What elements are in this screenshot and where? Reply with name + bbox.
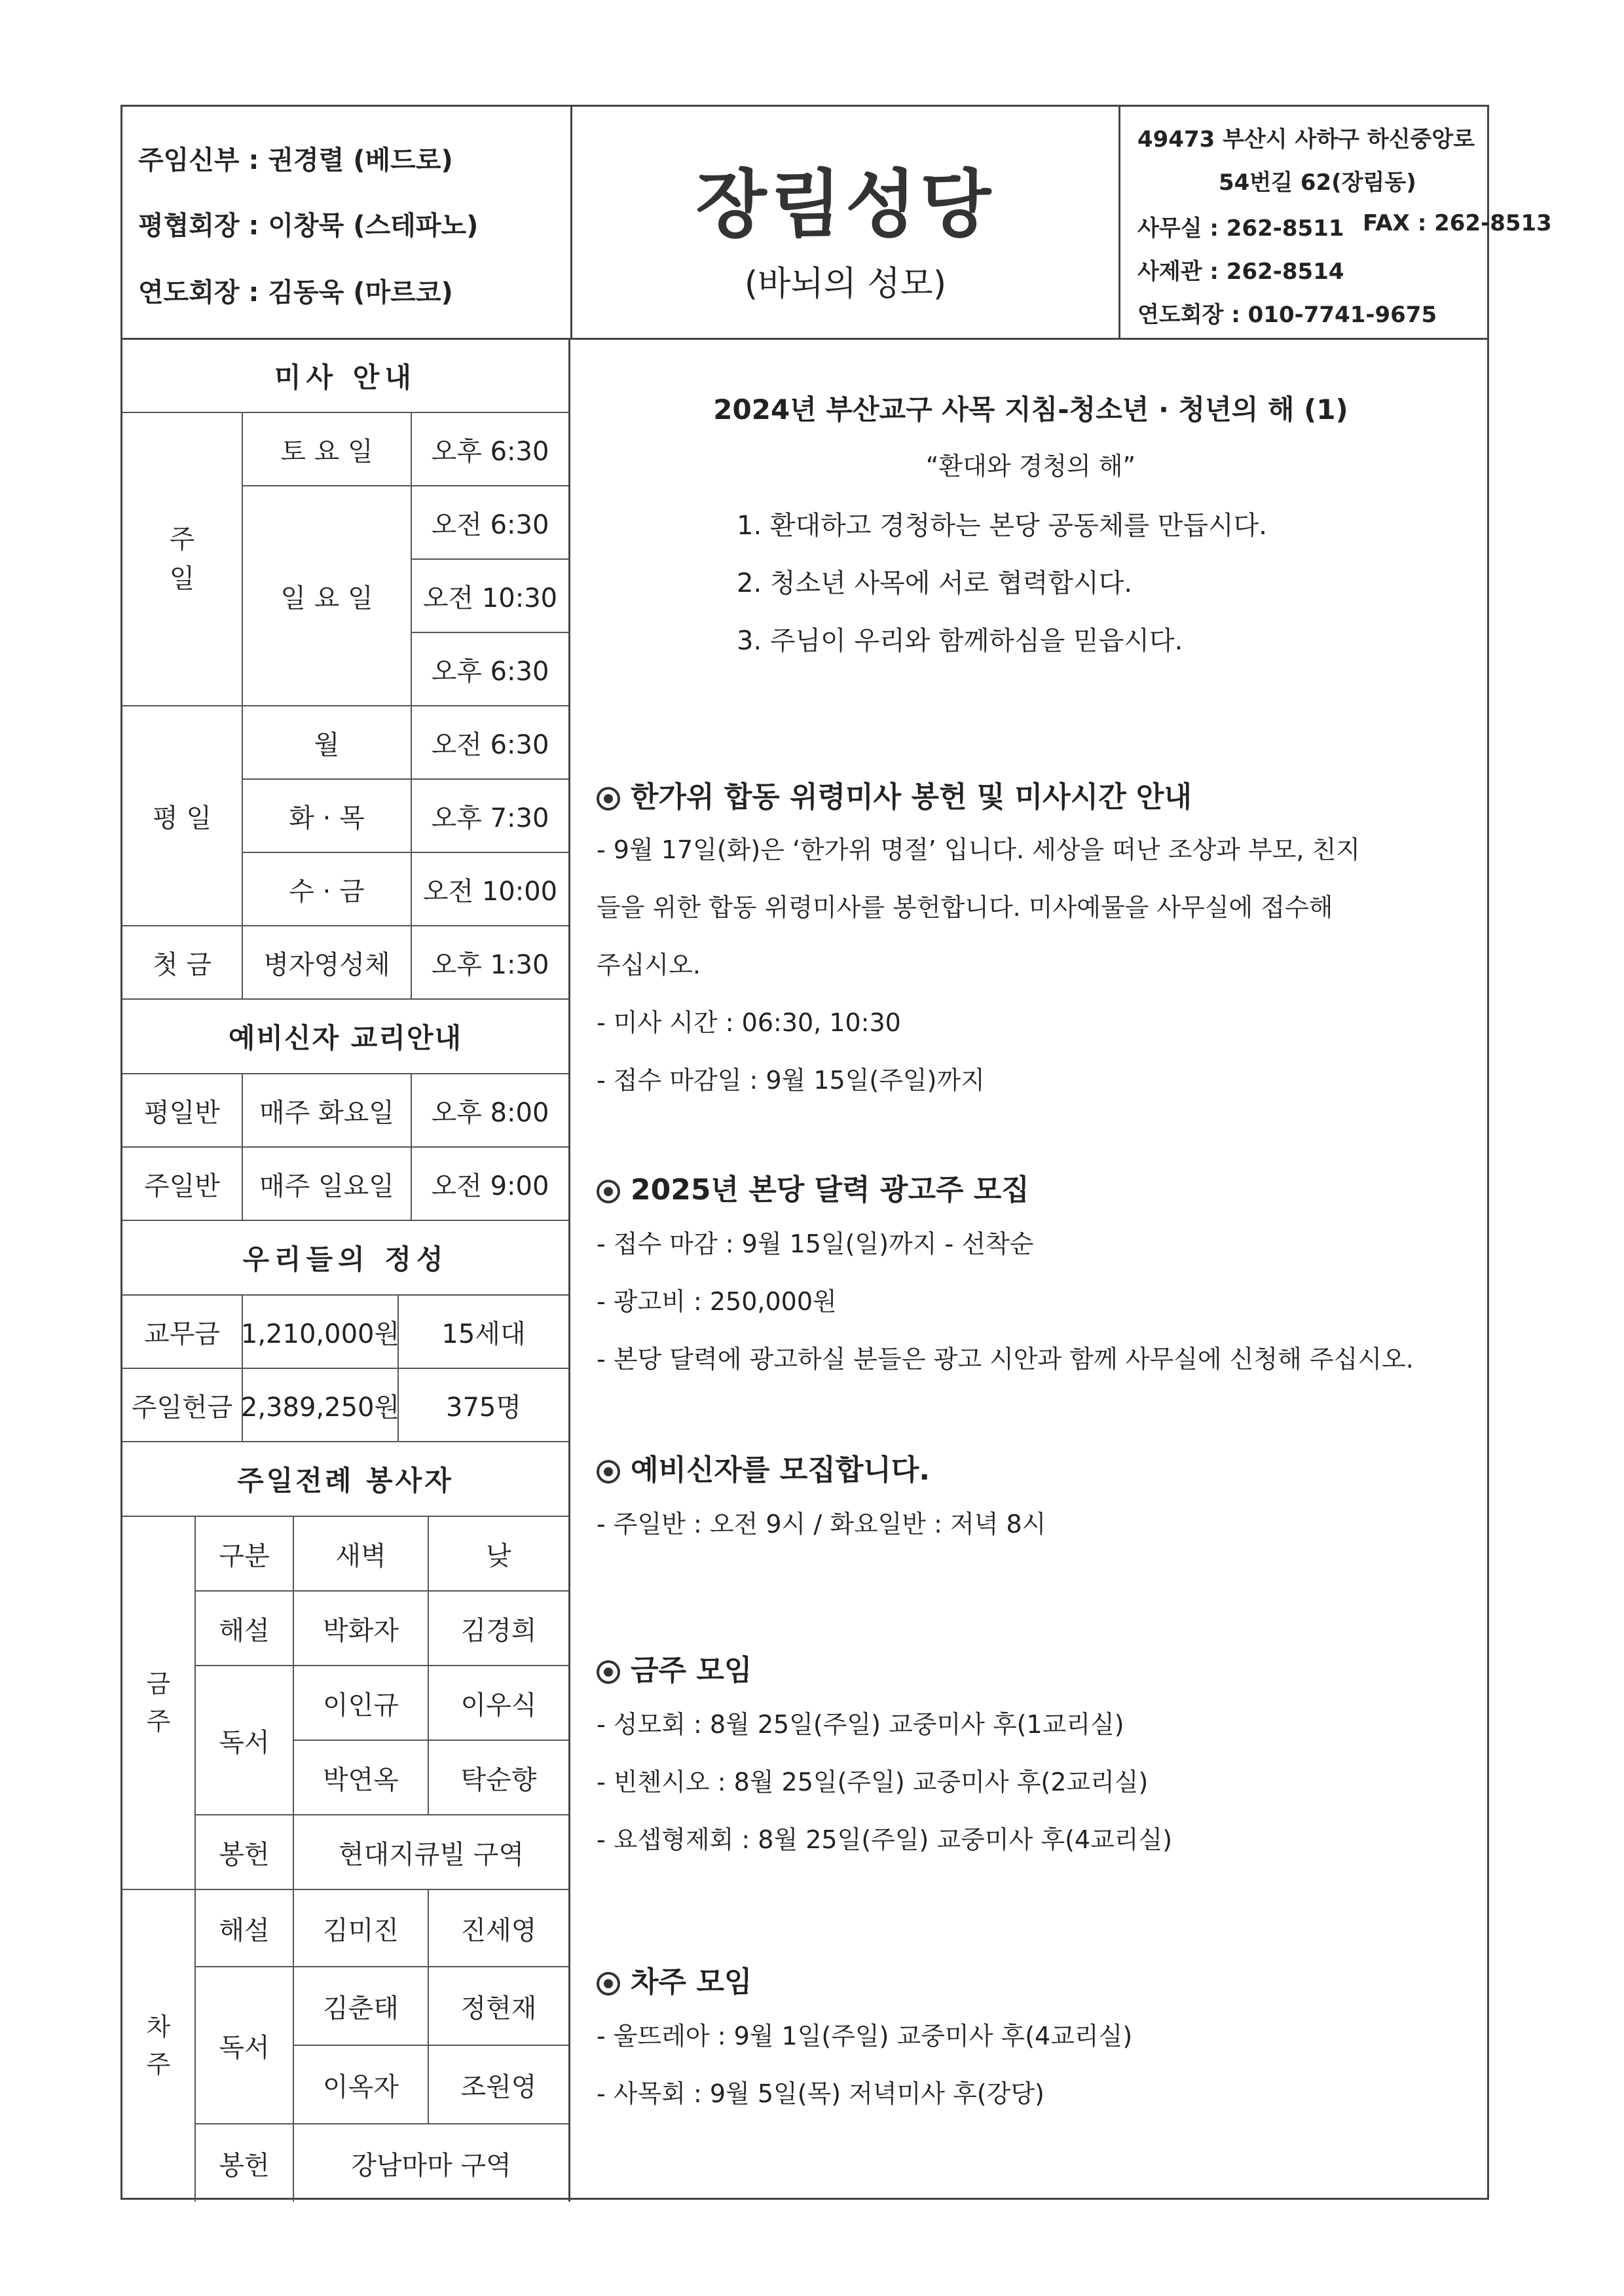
notice-title: 예비신자를 모집합니다. — [631, 1453, 931, 1487]
saturday-label: 토 요 일 — [243, 413, 412, 486]
catechumen-sunday-day: 매주 일요일 — [243, 1148, 412, 1221]
notice-title: 금주 모임 — [631, 1654, 752, 1687]
catechumen-weekday-label: 평일반 — [122, 1074, 243, 1148]
lenten-phone: 연도회장 : 010-7741-9675 — [1137, 302, 1437, 328]
monday-label: 월 — [243, 706, 412, 780]
sick-communion-label: 병자영성체 — [243, 926, 412, 1000]
notice-line: - 접수 마감일 : 9월 15일(주일)까지 — [597, 1066, 985, 1095]
contact-info — [1120, 107, 1552, 338]
weekday-label: 평 일 — [122, 706, 243, 926]
schedule-column — [122, 340, 570, 2202]
offering-label: 봉헌 — [196, 1815, 294, 1890]
offering-label: 교무금 — [122, 1296, 243, 1369]
bullet-icon — [597, 1660, 620, 1684]
bullet-icon — [597, 1180, 620, 1203]
server-name: 이인규 — [294, 1666, 429, 1741]
clergy-info — [122, 107, 570, 338]
catechumen-sunday-time: 오전 9:00 — [412, 1148, 568, 1221]
office-phone: 사무실 : 262-8511 — [1137, 215, 1344, 242]
reading-label: 독서 — [196, 1967, 294, 2124]
address-line2: 54번길 62(장림동) — [1219, 170, 1416, 196]
fax-number: FAX : 262-8513 — [1363, 210, 1552, 236]
notice-line: - 미사 시간 : 06:30, 10:30 — [597, 1008, 901, 1037]
offering-label: 봉헌 — [196, 2124, 294, 2202]
sunday-day-label: 일 요 일 — [243, 486, 412, 706]
council-president: 평협회장 : 이창묵 (스테파노) — [138, 211, 479, 241]
offering-amount: 1,210,000원 — [243, 1296, 399, 1369]
server-name: 김경희 — [429, 1592, 568, 1666]
wed-fri-label: 수 · 금 — [243, 853, 412, 926]
catechumen-sunday-label: 주일반 — [122, 1148, 243, 1221]
notice-title: 한가위 합동 위령미사 봉헌 및 미사시간 안내 — [631, 780, 1192, 814]
server-name: 박연옥 — [294, 1741, 429, 1815]
church-title-box — [570, 107, 1120, 338]
monday-time: 오전 6:30 — [412, 706, 568, 780]
notice-heading — [597, 1166, 1029, 1208]
church-name: 장림성당 — [695, 162, 995, 247]
notice-line: - 사목회 : 9월 5일(목) 저녁미사 후(강당) — [597, 2079, 1044, 2108]
notice-heading — [597, 1647, 752, 1688]
server-name: 박화자 — [294, 1592, 429, 1666]
pastoral-item: 3. 주님이 우리와 함께하심을 믿읍시다. — [737, 626, 1183, 656]
notice-heading — [597, 1446, 930, 1488]
notice-line: - 광고비 : 250,000원 — [597, 1287, 837, 1316]
sunday-time-3: 오후 6:30 — [412, 633, 568, 706]
notice-line: - 울뜨레아 : 9월 1일(주일) 교중미사 후(4교리실) — [597, 2022, 1133, 2050]
bulletin-frame — [120, 105, 1552, 2200]
col-dawn-header: 새벽 — [294, 1517, 429, 1592]
servers-title: 주일전례 봉사자 — [122, 1442, 568, 1517]
tue-thu-label: 화 · 목 — [243, 780, 412, 853]
address-line1: 49473 부산시 사하구 하신중앙로 — [1137, 126, 1475, 153]
notice-title: 2025년 본당 달력 광고주 모집 — [631, 1173, 1029, 1207]
notice-line: - 성모회 : 8월 25일(주일) 교중미사 후(1교리실) — [597, 1710, 1124, 1739]
server-name: 김춘태 — [294, 1967, 429, 2046]
pastor-name: 주임신부 : 권경렬 (베드로) — [138, 145, 453, 175]
offering-label: 주일헌금 — [122, 1369, 243, 1442]
pastoral-item: 1. 환대하고 경청하는 본당 공동체를 만듭시다. — [737, 511, 1267, 541]
pastoral-title: 2024년 부산교구 사목 지침-청소년 · 청년의 해 (1) — [713, 393, 1348, 426]
col-type-header: 구분 — [196, 1517, 294, 1592]
catechumen-weekday-day: 매주 화요일 — [243, 1074, 412, 1148]
notices-column — [570, 340, 1491, 2202]
offering-group: 현대지큐빌 구역 — [294, 1815, 568, 1890]
offering-group: 강남마마 구역 — [351, 2150, 511, 2181]
pastoral-item: 2. 청소년 사목에 서로 협력합시다. — [737, 568, 1133, 598]
server-name: 김미진 — [294, 1890, 429, 1967]
col-day-header: 낮 — [429, 1517, 568, 1592]
server-name: 탁순향 — [429, 1741, 568, 1815]
catechumen-title: 예비신자 교리안내 — [122, 1000, 568, 1074]
mass-guide-title: 미사 안내 — [122, 340, 568, 413]
tue-thu-time: 오후 7:30 — [412, 780, 568, 853]
sunday-label: 주 일 — [122, 413, 243, 706]
church-patron: (바뇌의 성모) — [744, 264, 947, 304]
notice-line: 주십시오. — [597, 951, 701, 979]
rectory-phone: 사제관 : 262-8514 — [1137, 259, 1344, 285]
server-name: 진세영 — [429, 1890, 568, 1967]
offering-count: 15세대 — [399, 1296, 568, 1369]
notice-line: - 접수 마감 : 9월 15일(일)까지 - 선착순 — [597, 1230, 1034, 1258]
saturday-time: 오후 6:30 — [412, 413, 568, 486]
bullet-icon — [597, 787, 620, 811]
notice-line: - 주일반 : 오전 9시 / 화요일반 : 저녁 8시 — [597, 1510, 1046, 1539]
commentary-label: 해설 — [196, 1592, 294, 1666]
server-name: 이우식 — [429, 1666, 568, 1741]
server-name: 정현재 — [429, 1967, 568, 2046]
first-friday-label: 첫 금 — [122, 926, 243, 1000]
catechumen-weekday-time: 오후 8:00 — [412, 1074, 568, 1148]
notice-line: 들을 위한 합동 위령미사를 봉헌합니다. 미사예물을 사무실에 접수해 — [597, 893, 1333, 922]
sunday-time-2: 오전 10:30 — [412, 560, 568, 633]
notice-line: - 요셉형제회 : 8월 25일(주일) 교중미사 후(4교리실) — [597, 1825, 1173, 1854]
lenten-president: 연도회장 : 김동욱 (마르코) — [138, 278, 453, 308]
pastoral-motto: “환대와 경청의 해” — [925, 452, 1136, 481]
notice-heading — [597, 773, 1192, 815]
bullet-icon — [597, 1972, 620, 1995]
offering-count: 375명 — [399, 1369, 568, 1442]
next-week-label: 차 주 — [122, 1890, 196, 2202]
notice-title: 차주 모임 — [631, 1965, 752, 1999]
offering-title: 우리들의 정성 — [122, 1221, 568, 1296]
notice-line: - 9월 17일(화)은 ‘한가위 명절’ 입니다. 세상을 떠난 조상과 부모, 친지 — [597, 835, 1360, 864]
sick-communion-time: 오후 1:30 — [412, 926, 568, 1000]
this-week-label: 금 주 — [122, 1517, 196, 1890]
notice-line: - 빈첸시오 : 8월 25일(주일) 교중미사 후(2교리실) — [597, 1768, 1149, 1796]
offering-amount: 2,389,250원 — [243, 1369, 399, 1442]
notice-line: - 본당 달력에 광고하실 분들은 광고 시안과 함께 사무실에 신청해 주십시오. — [597, 1345, 1414, 1374]
notice-heading — [597, 1958, 752, 2000]
commentary-label: 해설 — [196, 1890, 294, 1967]
reading-label: 독서 — [196, 1666, 294, 1815]
server-name: 이옥자 — [294, 2046, 429, 2124]
wed-fri-time: 오전 10:00 — [412, 853, 568, 926]
bullet-icon — [597, 1460, 620, 1484]
bulletin-header — [122, 107, 1552, 340]
server-name: 조원영 — [429, 2046, 568, 2124]
sunday-time-1: 오전 6:30 — [412, 486, 568, 560]
